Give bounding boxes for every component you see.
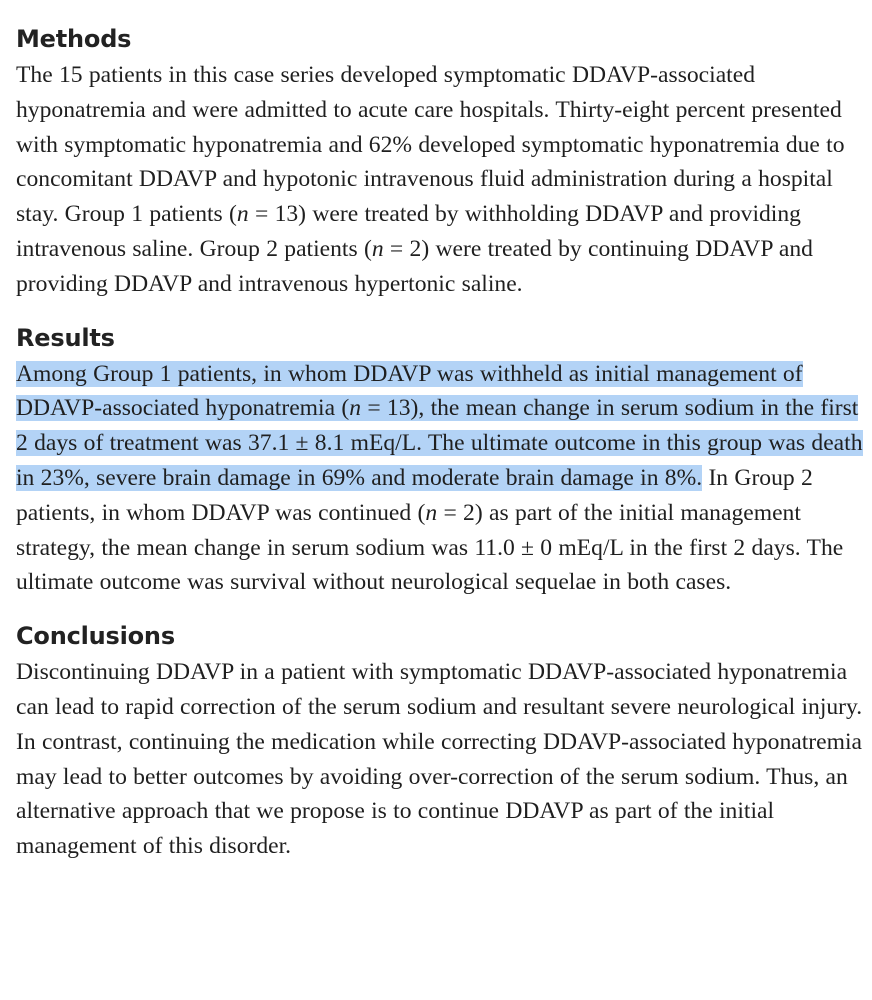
methods-italic-n-1: n [236, 201, 249, 228]
conclusions-section [16, 619, 864, 864]
conclusions-paragraph[interactable]: Discontinuing DDAVP in a patient with symptomatic DDAVP-associated hyponatremia can lead to rapid correction of the serum sodium and resultant severe neurological injury. In contrast, continuing the medication while correcting DDAVP-associated hyponatremia may lead to better outcomes by avoiding over-correction of the serum sodium. Thus, an alternative approach that we propose is to continue DDAVP as part of the initial management of this disorder. [16, 659, 863, 860]
results-highlighted-text-2: = 13), the mean change in serum sodium in the first 2 days of treatment was 37.1 ± 8.1 mEq/L. The ultimate outcome in this group was death in 23%, severe brain damage in 69% and moderate brain damage in 8%. [16, 395, 863, 491]
methods-text-2: = 13) were treated by withholding DDAVP and providing intravenous saline. Group 2 patients ( [16, 201, 801, 262]
results-text-2: = 2) as part of the initial management strategy, the mean change in serum sodium was 11.0 ± 0 mEq/L in the first 2 days. The ultimate outcome was survival without neurological sequelae in both cases. [16, 499, 844, 596]
results-text-1: In Group 2 patients, in whom DDAVP was continued ( [16, 464, 813, 526]
results-highlighted-text-1: Among Group 1 patients, in whom DDAVP was withheld as initial management of DDAVP-associated hyponatremia ( [16, 360, 803, 422]
methods-section [16, 22, 864, 302]
methods-text-3: = 2) were treated by continuing DDAVP and providing DDAVP and intravenous hypertonic saline. [16, 235, 813, 297]
methods-italic-n-2: n [371, 235, 384, 262]
methods-text-1: The 15 patients in this case series developed symptomatic DDAVP-associated hyponatremia and were admitted to acute care hospitals. Thirty-eight percent presented with symptomatic hyponatremia and 62% developed symptomatic hyponatremia due to concomitant DDAVP and hypotonic intravenous fluid administration during a hospital stay. Group 1 patients ( [16, 62, 845, 228]
results-paragraph[interactable] [16, 357, 864, 601]
conclusions-heading: Conclusions [16, 622, 175, 651]
methods-heading: Methods [16, 25, 132, 53]
results-heading: Results [16, 323, 115, 352]
abstract-document [16, 22, 864, 883]
results-italic-n-2: n [425, 499, 438, 526]
results-italic-n-1: n [349, 395, 362, 422]
methods-paragraph[interactable] [16, 58, 864, 302]
results-section [16, 321, 864, 601]
